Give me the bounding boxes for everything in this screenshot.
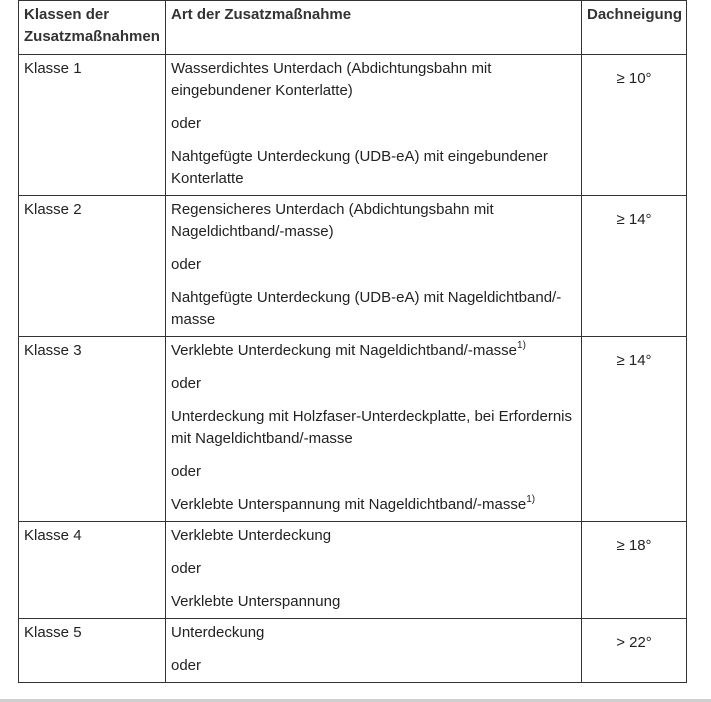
measure-option-text: Verklebte Unterspannung bbox=[171, 593, 341, 610]
roof-measures-table bbox=[18, 0, 687, 683]
oder-separator: oder bbox=[171, 463, 202, 480]
dachneigung-value: ≥ 18° bbox=[616, 537, 652, 554]
table-row bbox=[19, 522, 687, 619]
table-row bbox=[19, 619, 687, 683]
measure-cell bbox=[166, 337, 582, 522]
measure-option bbox=[171, 340, 576, 362]
oder-separator: oder bbox=[171, 115, 202, 132]
measure-cell bbox=[166, 55, 582, 196]
measure-option bbox=[171, 58, 576, 102]
dachneigung-value: ≥ 14° bbox=[616, 211, 652, 228]
dachneigung-cell bbox=[582, 522, 687, 619]
measure-option-text: Verklebte Unterdeckung bbox=[171, 527, 332, 544]
klasse-cell: Klasse 4 bbox=[19, 522, 166, 619]
measure-cell bbox=[166, 196, 582, 337]
measure-option bbox=[171, 591, 576, 613]
measure-cell bbox=[166, 619, 582, 683]
dachneigung-cell bbox=[582, 196, 687, 337]
oder-separator: oder bbox=[171, 560, 202, 577]
klasse-cell: Klasse 3 bbox=[19, 337, 166, 522]
measure-option-text: Regensicheres Unterdach (Abdichtungsbahn mit Nageldichtband/-masse) bbox=[171, 201, 494, 240]
measure-option-text: Nahtgefügte Unterdeckung (UDB-eA) mit eingebundener Konterlatte bbox=[171, 148, 548, 187]
table-row bbox=[19, 337, 687, 522]
dachneigung-cell bbox=[582, 619, 687, 683]
table-body bbox=[19, 55, 687, 683]
dachneigung-cell bbox=[582, 337, 687, 522]
measure-option bbox=[171, 494, 576, 516]
measure-option bbox=[171, 146, 576, 190]
table-row bbox=[19, 55, 687, 196]
dachneigung-value: ≥ 10° bbox=[616, 70, 652, 87]
measure-option-text: Wasserdichtes Unterdach (Abdichtungsbahn mit eingebundener Konterlatte) bbox=[171, 60, 492, 99]
measure-option-text: Verklebte Unterdeckung mit Nageldichtband/-masse bbox=[171, 342, 518, 359]
oder-separator: oder bbox=[171, 657, 202, 674]
measure-cell bbox=[166, 522, 582, 619]
measure-option-text: Unterdeckung bbox=[171, 624, 265, 641]
table-row bbox=[19, 196, 687, 337]
footnote-marker: 1) bbox=[517, 340, 526, 351]
klasse-cell: Klasse 5 bbox=[19, 619, 166, 683]
dachneigung-value: > 22° bbox=[616, 634, 652, 651]
measure-option bbox=[171, 287, 576, 331]
measure-option bbox=[171, 406, 576, 450]
measure-option-text: Unterdeckung mit Holzfaser-Unterdeckplatte, bei Erfordernis mit Nageldichtband/-masse bbox=[171, 408, 573, 447]
oder-separator: oder bbox=[171, 256, 202, 273]
measure-option-text: Nahtgefügte Unterdeckung (UDB-eA) mit Nageldichtband/-masse bbox=[171, 289, 562, 328]
header-art: Art der Zusatzmaßnahme bbox=[166, 1, 582, 55]
footnote-marker: 1) bbox=[526, 494, 536, 505]
measure-option-text: Verklebte Unterspannung mit Nageldichtband/-masse bbox=[171, 496, 527, 513]
header-klassen: Klassen der Zusatzmaßnahmen bbox=[19, 1, 166, 55]
klasse-cell: Klasse 2 bbox=[19, 196, 166, 337]
oder-separator: oder bbox=[171, 375, 202, 392]
klasse-cell: Klasse 1 bbox=[19, 55, 166, 196]
dachneigung-value: ≥ 14° bbox=[616, 352, 652, 369]
measure-option bbox=[171, 525, 576, 547]
dachneigung-cell bbox=[582, 55, 687, 196]
header-dachneigung: Dachneigung bbox=[582, 1, 687, 55]
measure-option bbox=[171, 199, 576, 243]
measure-option bbox=[171, 622, 576, 644]
table-header-row bbox=[19, 1, 687, 55]
